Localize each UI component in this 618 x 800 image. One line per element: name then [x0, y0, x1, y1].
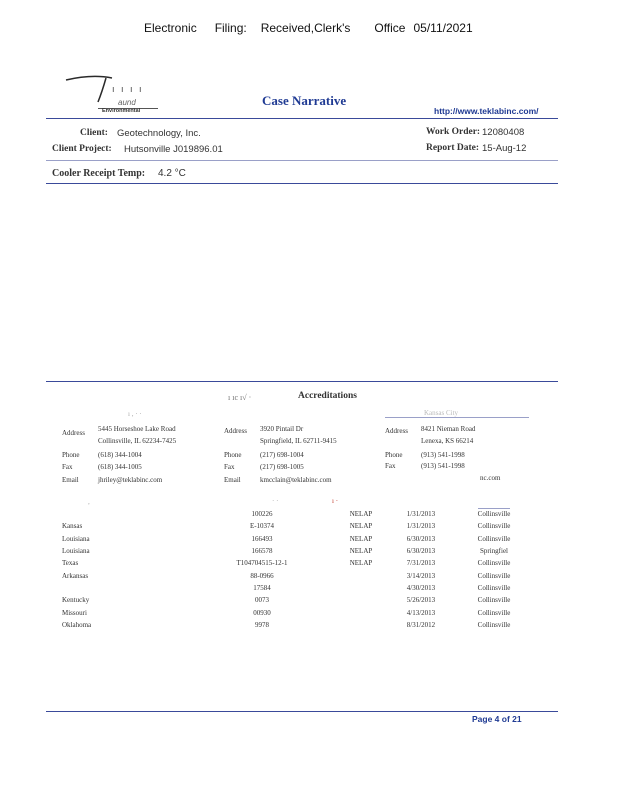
cell-location: Collinsville: [477, 534, 511, 543]
cell-date: 3/14/2013: [406, 571, 436, 580]
cell-nelap: NELAP: [349, 559, 373, 568]
cell-date: 5/26/2013: [406, 596, 436, 605]
website-link[interactable]: http://www.teklabinc.com/: [434, 106, 539, 116]
cell-date: 6/30/2013: [406, 547, 436, 556]
cooler-temp-value: 4.2 °C: [158, 168, 186, 179]
filing-header: [144, 21, 473, 35]
cell-date: 4/13/2013: [406, 608, 436, 617]
cell-nelap: [332, 582, 390, 594]
office1-email-label: Email: [62, 476, 79, 484]
office1-address1: 5445 Horseshoe Lake Road: [98, 425, 176, 433]
client-project-value: Hutsonville J019896.01: [124, 144, 223, 155]
cell-state: [62, 508, 192, 520]
cell-nelap: NELAP: [349, 522, 373, 531]
office1-email[interactable]: jhriley@teklabinc.com: [98, 476, 163, 484]
cell-number: T104704515-12-1: [236, 559, 288, 568]
cell-location: Collinsville: [477, 522, 511, 531]
office2-address-label: Address: [224, 427, 247, 435]
cell-nelap: NELAP: [349, 510, 373, 519]
table-row: [62, 508, 536, 520]
accreditations-top-rule: [46, 381, 558, 382]
table-header-mark-number: · ·: [272, 497, 279, 505]
cell-nelap: [332, 619, 390, 631]
cell-nelap: NELAP: [349, 534, 373, 543]
client-value: Geotechnology, Inc.: [117, 128, 201, 139]
office3-address1: 8421 Nieman Road: [421, 425, 476, 433]
table-row: [62, 533, 536, 545]
cell-state: Louisiana: [62, 534, 90, 543]
office1-fax: (618) 344-1005: [98, 463, 142, 471]
office1-address2: Collinsville, IL 62234-7425: [98, 437, 177, 445]
cell-state: Texas: [62, 559, 79, 568]
office-header-collinsville: ı , · ·: [128, 410, 142, 418]
cell-nelap: [332, 569, 390, 581]
cell-location: Collinsville: [477, 510, 511, 519]
office3-address2: Lenexa, KS 66214: [421, 437, 474, 445]
cell-location: Springfiel: [480, 547, 508, 556]
accreditation-table-body: [62, 508, 536, 631]
page-number: Page 4 of 21: [472, 714, 522, 724]
table-header-mark-nelap: ı ·: [332, 497, 339, 505]
table-row: [62, 545, 536, 557]
cell-nelap: NELAP: [349, 547, 373, 556]
office3-phone-label: Phone: [385, 451, 403, 459]
kansas-city-header-rule: [385, 417, 529, 418]
page-title: Case Narrative: [262, 93, 347, 108]
accreditations-title-prefix: ı ıc ı√ ·: [228, 393, 252, 402]
table-row: [62, 606, 536, 618]
office1-phone-label: Phone: [62, 451, 80, 459]
filing-word-office: Office: [374, 21, 406, 35]
office2-email-label: Email: [224, 476, 241, 484]
table-row: [62, 594, 536, 606]
office-header-kansas-city: Kansas City: [424, 409, 459, 417]
office2-fax: (217) 698-1005: [260, 463, 304, 471]
cell-number: 00930: [253, 608, 271, 617]
report-date-label: Report Date:: [426, 143, 480, 153]
office2-fax-label: Fax: [224, 463, 235, 471]
cell-number: 166578: [251, 547, 273, 556]
work-order-value: 12080408: [482, 127, 525, 138]
client-project-label: Client Project:: [52, 144, 112, 154]
cell-number: 100226: [251, 510, 273, 519]
cell-location: Collinsville: [477, 608, 511, 617]
cell-state: [62, 582, 192, 594]
cell-date: 1/31/2013: [406, 510, 436, 519]
cell-state: Missouri: [62, 608, 87, 617]
accreditations-title: Accreditations: [298, 391, 357, 401]
work-order-label: Work Order:: [426, 127, 481, 137]
logo-text-bottom: Environmental: [102, 108, 141, 114]
cell-state: Kentucky: [62, 596, 90, 605]
filing-word-received: Received,Clerk's: [260, 21, 351, 35]
logo-text-mid: aund: [118, 98, 136, 107]
client-label: Client:: [80, 128, 108, 138]
cell-date: 1/31/2013: [406, 522, 436, 531]
company-logo: [62, 72, 172, 120]
report-date-value: 15-Aug-12: [482, 143, 527, 154]
filing-word-electronic: Electronic: [144, 21, 197, 35]
cell-nelap: [332, 606, 390, 618]
filing-date: 05/11/2021: [413, 21, 473, 35]
cooler-rule: [46, 183, 558, 184]
cell-date: 8/31/2012: [406, 620, 436, 629]
cooler-temp-label: Cooler Receipt Temp:: [52, 168, 146, 179]
cell-location: Collinsville: [477, 596, 511, 605]
office3-email[interactable]: nc.com: [480, 474, 501, 482]
cell-number: 9978: [255, 620, 269, 629]
cell-number: 166493: [251, 534, 273, 543]
office2-phone: (217) 698-1004: [260, 451, 304, 459]
filing-word-filing: Filing:: [214, 21, 247, 35]
cell-location: Collinsville: [477, 571, 511, 580]
office3-phone: (913) 541-1998: [421, 451, 465, 459]
cell-date: 4/30/2013: [406, 583, 436, 592]
cell-state: Oklahoma: [62, 620, 92, 629]
table-row: [62, 582, 536, 594]
table-row: [62, 619, 536, 631]
logo-text-top: ı ı ı ı: [112, 84, 144, 94]
office2-address2: Springfield, IL 62711-9415: [260, 437, 337, 445]
table-row: [62, 520, 536, 532]
cell-number: 17584: [253, 583, 271, 592]
cell-location: Collinsville: [477, 583, 511, 592]
cell-nelap: [332, 594, 390, 606]
office2-phone-label: Phone: [224, 451, 242, 459]
cell-state: Louisiana: [62, 547, 90, 556]
header-rule: [46, 118, 558, 119]
office3-address-label: Address: [385, 427, 408, 435]
cell-date: 6/30/2013: [406, 534, 436, 543]
accreditation-table: [62, 508, 536, 631]
cell-location: Collinsville: [477, 620, 511, 629]
office3-fax-label: Fax: [385, 462, 396, 470]
cell-location: Collinsville: [477, 559, 511, 568]
office2-email[interactable]: kmcclain@teklabinc.com: [260, 476, 332, 484]
table-row: [62, 569, 536, 581]
cell-state: Kansas: [62, 522, 83, 531]
office2-address1: 3920 Pintail Dr: [260, 425, 304, 433]
cell-date: 7/31/2013: [406, 559, 436, 568]
office3-fax: (913) 541-1998: [421, 462, 465, 470]
footer-rule: [46, 711, 558, 712]
cell-number: 0073: [255, 596, 269, 605]
client-rule: [46, 160, 558, 161]
table-row: [62, 557, 536, 569]
table-header-mark-state: ,: [88, 498, 90, 506]
cell-number: 88-0966: [250, 571, 274, 580]
office1-fax-label: Fax: [62, 463, 73, 471]
office1-address-label: Address: [62, 429, 85, 437]
cell-number: E-10374: [249, 522, 275, 531]
office1-phone: (618) 344-1004: [98, 451, 142, 459]
cell-state: Arkansas: [62, 571, 89, 580]
